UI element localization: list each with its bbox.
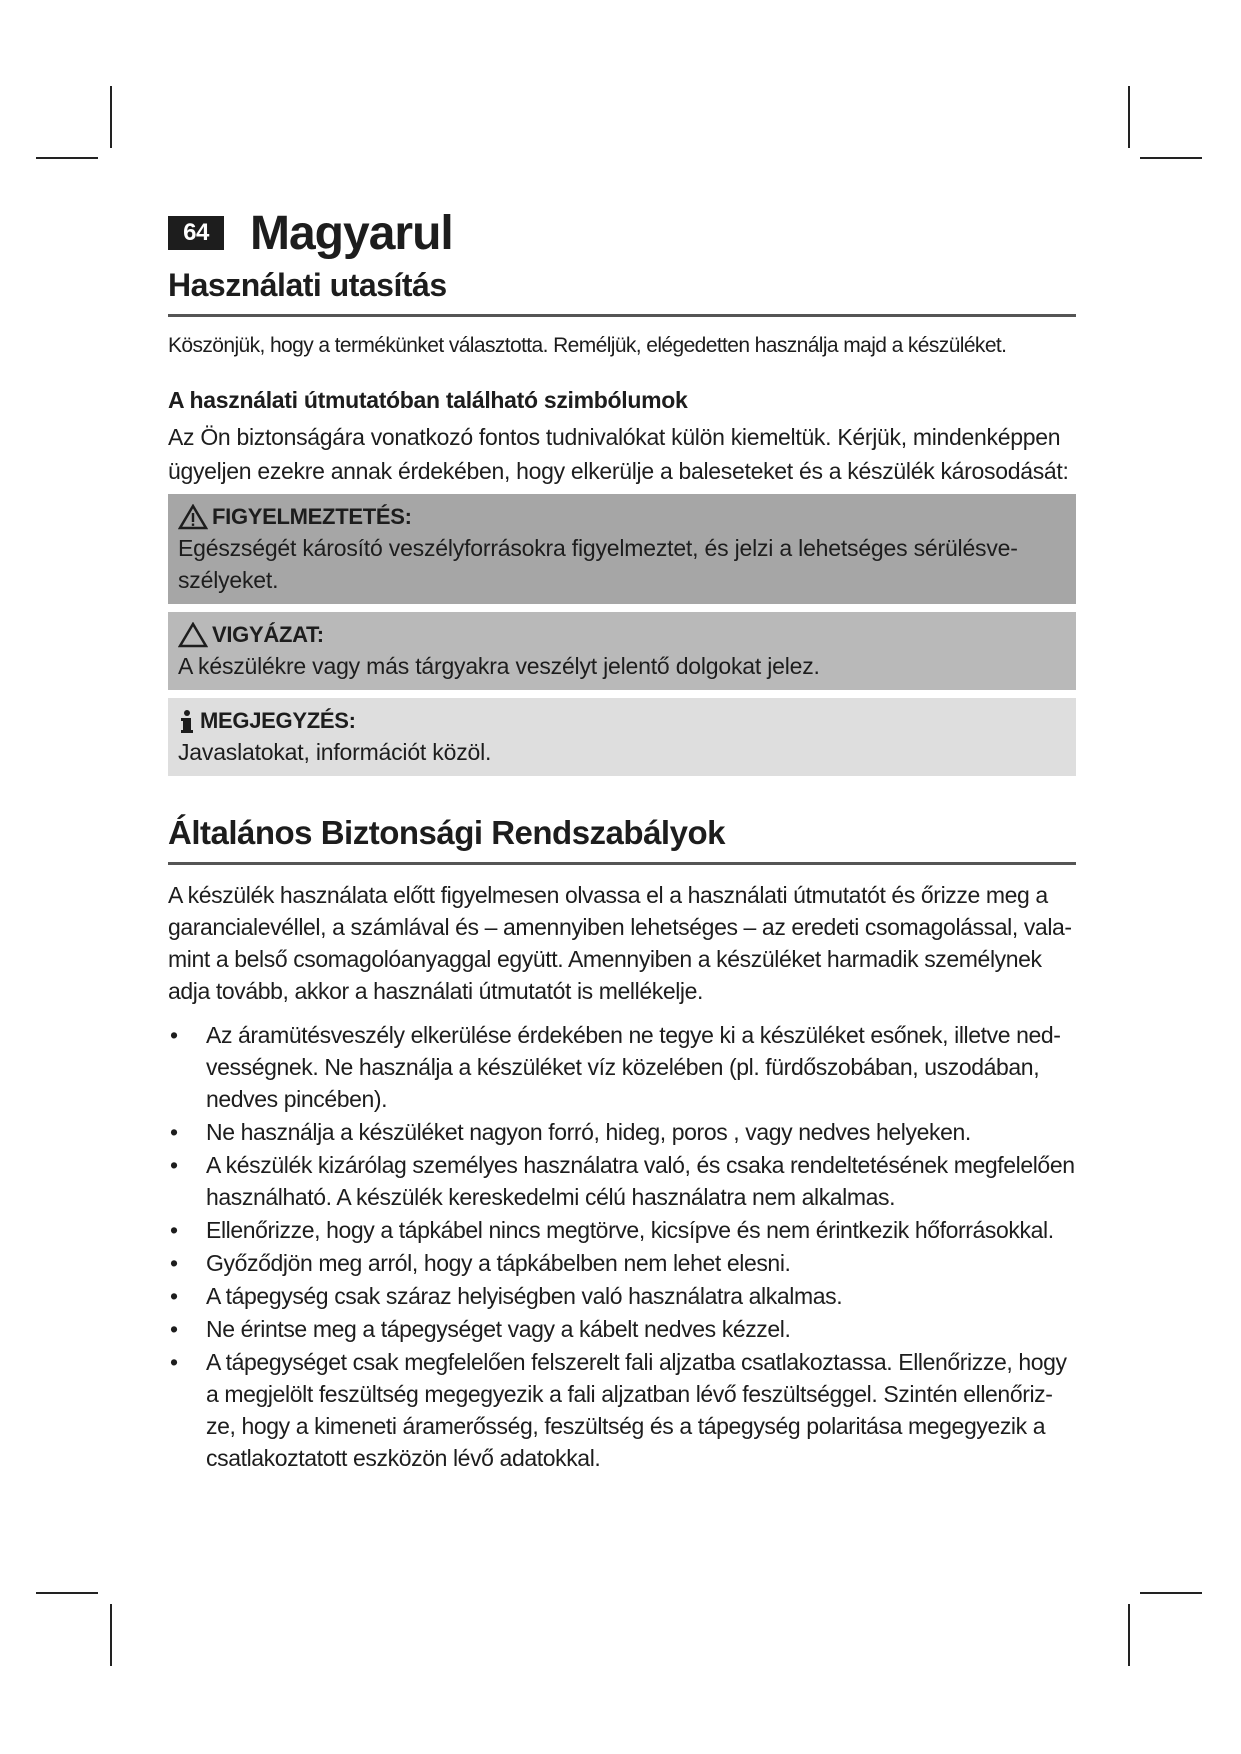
- crop-mark: [1128, 86, 1130, 148]
- page-title: Használati utasítás: [168, 267, 447, 303]
- warning-box: [168, 494, 1076, 604]
- bullet-icon: •: [170, 1349, 178, 1375]
- safety-title: Általános Biztonsági Rendszabályok: [168, 814, 725, 851]
- crop-mark: [1140, 1592, 1202, 1594]
- page-content: [168, 205, 1076, 1475]
- crop-mark: [36, 1592, 98, 1594]
- list-item: • A tápegység csak száraz helyiségben való használatra alkalmas.: [168, 1280, 1076, 1312]
- note-title: MEGJEGYZÉS:: [200, 708, 356, 733]
- symbols-text: Az Ön biztonságára vonatkozó fontos tudnivalókat külön kiemeltük. Kérjük, mindenképpen ügyeljen ezekre annak érdekében, hogy elkerülje a baleseteket és a készülék károsodását:: [168, 424, 1069, 484]
- bullet-icon: •: [170, 1250, 178, 1276]
- safety-paragraph: A készülék használata előtt figyelmesen olvassa el a használati útmutatót és őrizze meg a garancialevéllel, a számlával és – amennyiben lehetséges – az eredeti csomagolással, vala-mint a belső csomagolóanyaggal együtt. Amennyiben a készüléket harmadik személynek adja tovább, akkor a használati útmutatót is mellékelje.: [168, 882, 1072, 1004]
- crop-mark: [110, 86, 112, 148]
- list-item: • Ne érintse meg a tápegységet vagy a kábelt nedves kézzel.: [168, 1313, 1076, 1345]
- caution-box: [168, 612, 1076, 690]
- bullet-icon: •: [170, 1316, 178, 1342]
- info-icon: [178, 708, 196, 734]
- crop-mark: [1128, 1604, 1130, 1666]
- caution-triangle-icon: [178, 622, 208, 648]
- list-item: • Az áramütésveszély elkerülése érdekében ne tegye ki a készüléket esőnek, illetve ned-vességnek. Ne használja a készüléket víz közelében (pl. fürdőszobában, uszodában, nedves pincében).: [168, 1019, 1076, 1115]
- crop-mark: [110, 1604, 112, 1666]
- bullet-icon: •: [170, 1283, 178, 1309]
- list-item: • A tápegységet csak megfelelően felszerelt fali aljzatba csatlakoztassa. Ellenőrizze, hogy a megjelölt feszültség megegyezik a fali aljzatban lévő feszültséggel. Szintén ellenőriz-ze, hogy a kimeneti áramerősség, feszültség és a tápegység polaritása megegyezik a csatlakoztatott eszközön lévő adatokkal.: [168, 1346, 1076, 1474]
- list-item: • Győződjön meg arról, hogy a tápkábelben nem lehet elesni.: [168, 1247, 1076, 1279]
- caution-title: VIGYÁZAT:: [212, 622, 324, 647]
- crop-mark: [1140, 157, 1202, 159]
- warning-triangle-icon: [178, 504, 208, 530]
- bullet-icon: •: [170, 1022, 178, 1048]
- divider: [168, 314, 1076, 317]
- warning-text: Egészségét károsító veszélyforrásokra figyelmeztet, és jelzi a lehetséges sérülésve-szélyeket.: [178, 535, 1018, 593]
- crop-mark: [36, 157, 98, 159]
- bullet-icon: •: [170, 1152, 178, 1178]
- language-title: Magyarul: [250, 206, 453, 260]
- list-item: • A készülék kizárólag személyes használatra való, és csaka rendeltetésének megfelelően használható. A készülék kereskedelmi célú használatra nem alkalmas.: [168, 1149, 1076, 1213]
- page-header: [168, 205, 1076, 261]
- note-box: [168, 698, 1076, 776]
- note-text: Javaslatokat, információt közöl.: [178, 739, 492, 765]
- symbols-heading: A használati útmutatóban található szimbólumok: [168, 387, 688, 413]
- warning-title: FIGYELMEZTETÉS:: [212, 504, 412, 529]
- caution-text: A készülékre vagy más tárgyakra veszélyt jelentő dolgokat jelez.: [178, 653, 820, 679]
- bullet-icon: •: [170, 1217, 178, 1243]
- intro-text: Köszönjük, hogy a termékünket választotta. Reméljük, elégedetten használja majd a készüléket.: [168, 334, 1007, 357]
- divider: [168, 862, 1076, 865]
- bullet-icon: •: [170, 1119, 178, 1145]
- safety-list: [168, 1019, 1076, 1474]
- list-item: • Ellenőrizze, hogy a tápkábel nincs megtörve, kicsípve és nem érintkezik hőforrásokkal.: [168, 1214, 1076, 1246]
- page-number: 64: [168, 216, 224, 250]
- list-item: • Ne használja a készüléket nagyon forró, hideg, poros , vagy nedves helyeken.: [168, 1116, 1076, 1148]
